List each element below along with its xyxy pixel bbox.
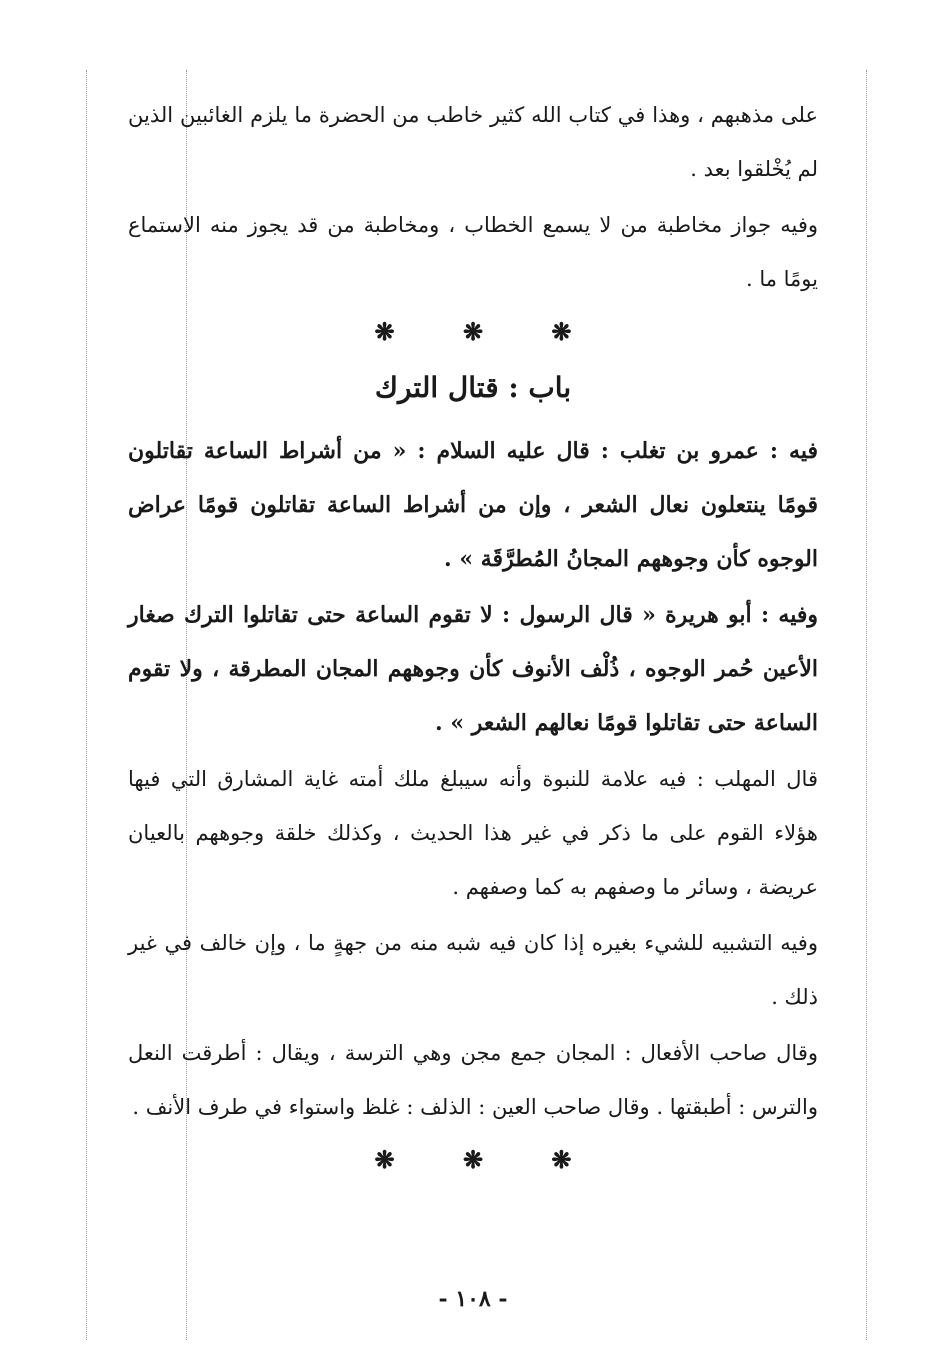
paragraph-continuation: على مذهبهم ، وهذا في كتاب الله كثير خاطب من الحضرة ما يلزم الغائبين الذين لم يُخْلقوا بعد . xyxy=(128,103,818,181)
asterism-icon: ❋ xyxy=(374,1145,395,1174)
commentary-paragraph: وقال صاحب الأفعال : المجان جمع مجن وهي الترسة ، ويقال : أطرقت النعل والترس : أطبقتها . وقال صاحب العين : الذلف : غلظ واستواء في طرف الأنف . xyxy=(128,1041,818,1119)
asterism-icon: ❋ xyxy=(374,317,395,346)
page-number: - ١٠٨ - xyxy=(438,1286,508,1312)
margin-guide-left xyxy=(86,70,87,1340)
asterism-icon: ❋ xyxy=(462,1145,484,1174)
hadith-paragraph: وفيه : أبو هريرة « قال الرسول : لا تقوم الساعة حتى تقاتلوا الترك صغار الأعين حُمر الوجوه ، ذُلْف الأنوف كأن وجوههم المجان المطرقة ، ولا تقوم الساعة حتى تقاتلوا قومًا نعالهم الشعر » . xyxy=(128,602,818,736)
margin-guide-right xyxy=(866,70,867,1340)
asterism-icon: ❋ xyxy=(551,1145,572,1174)
asterism-icon: ❋ xyxy=(551,317,572,346)
section-separator xyxy=(128,312,818,352)
hadith-paragraph: فيه : عمرو بن تغلب : قال عليه السلام : « من أشراط الساعة تقاتلون قومًا ينتعلون نعال الشعر ، وإن من أشراط الساعة تقاتلون قومًا عراض الوجوه كأن وجوههم المجانُ المُطرَّقَة » . xyxy=(128,438,818,572)
chapter-heading: باب : قتال الترك xyxy=(374,371,572,404)
paragraph: وفيه جواز مخاطبة من لا يسمع الخطاب ، ومخاطبة من قد يجوز منه الاستماع يومًا ما . xyxy=(128,213,818,291)
page-body xyxy=(128,88,818,1186)
asterism-icon: ❋ xyxy=(462,317,484,346)
section-separator xyxy=(128,1140,818,1180)
commentary-paragraph: وفيه التشبيه للشيء بغيره إذا كان فيه شبه منه من جهةٍ ما ، وإن خالف في غير ذلك . xyxy=(128,931,818,1009)
commentary-paragraph: قال المهلب : فيه علامة للنبوة وأنه سيبلغ ملك أمته غاية المشارق التي فيها هؤلاء القوم على ما ذكر في غير هذا الحديث ، وكذلك خلقة وجوههم بالعيان عريضة ، وسائر ما وصفهم به كما وصفهم . xyxy=(128,767,818,899)
